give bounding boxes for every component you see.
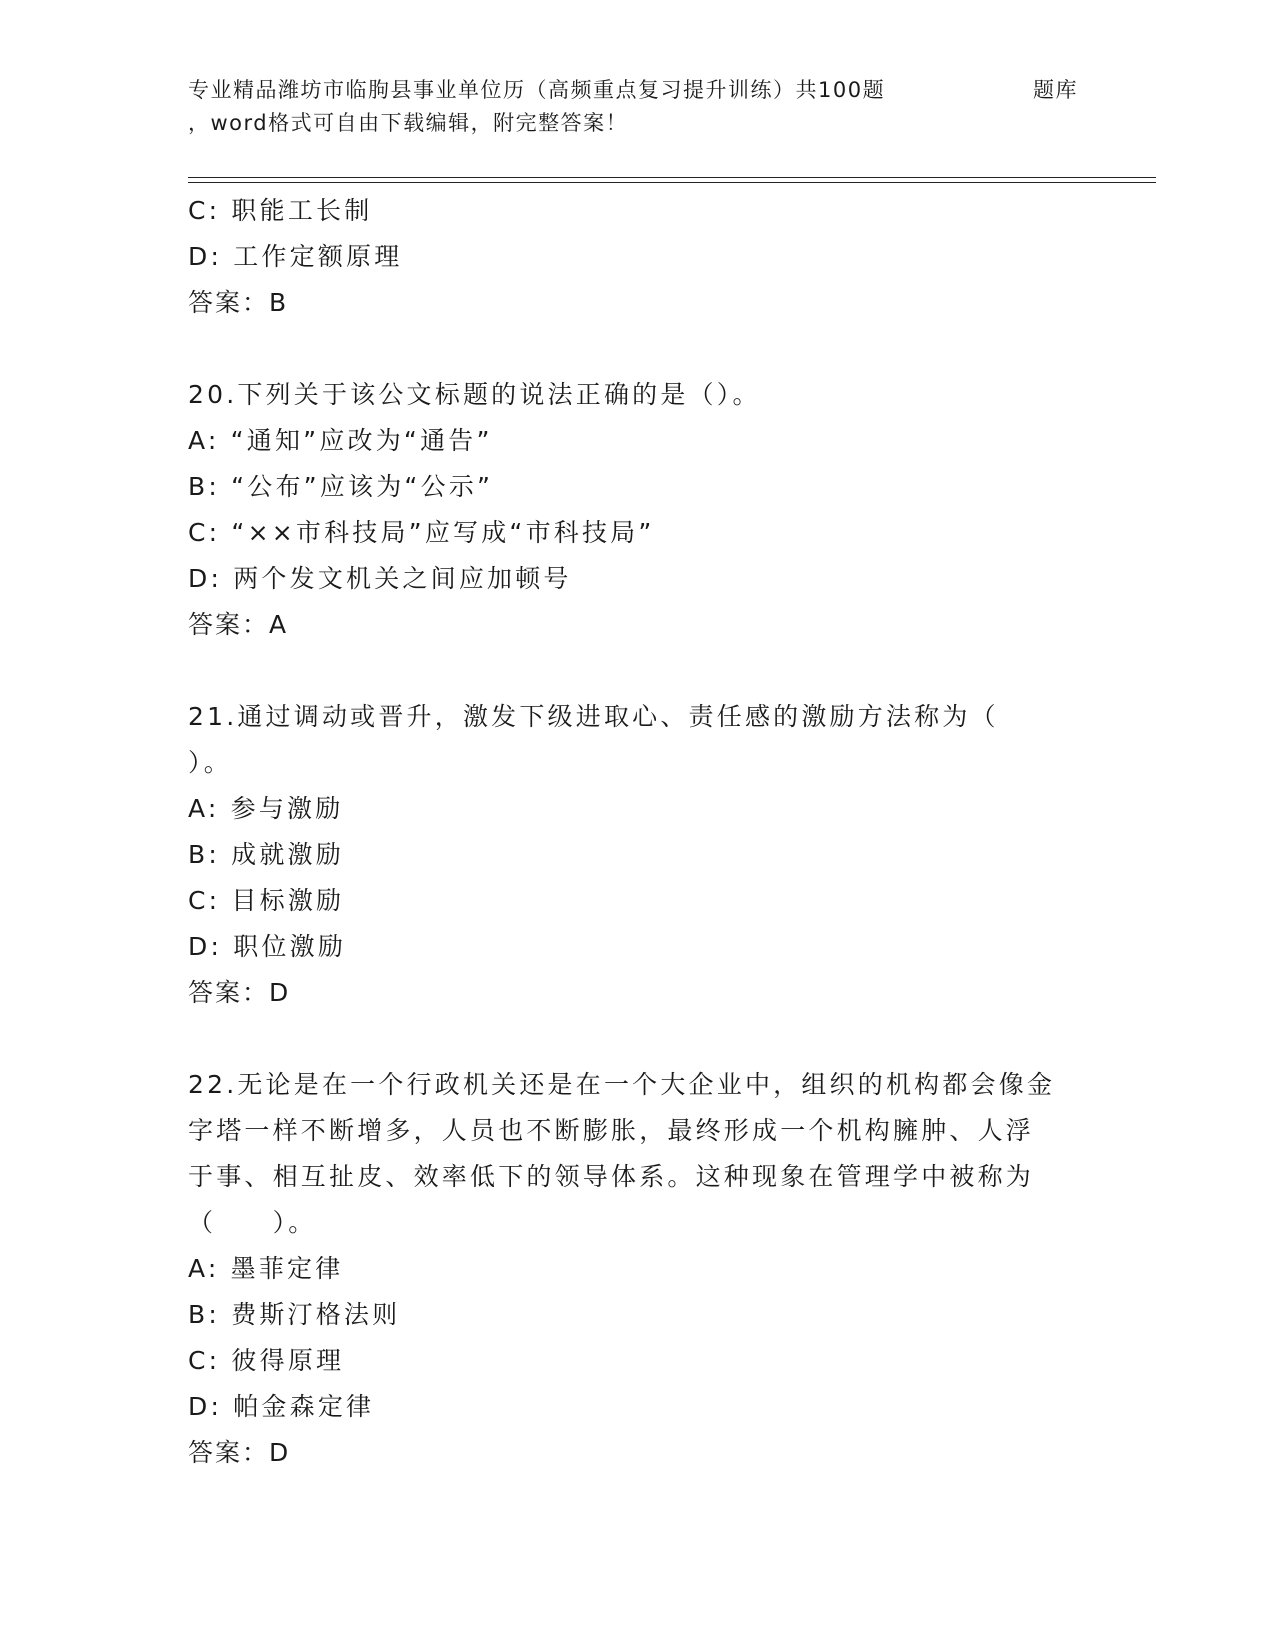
question-stem: 22.无论是在一个行政机关还是在一个大企业中，组织的机构都会像金: [188, 1070, 1056, 1099]
header-divider-bottom: [188, 182, 1156, 183]
question-stem: 20.下列关于该公文标题的说法正确的是（）。: [188, 380, 761, 409]
question-stem-continued: 于事、相互扯皮、效率低下的领导体系。这种现象在管理学中被称为: [188, 1162, 1035, 1191]
answer-line: 答案：D: [188, 978, 291, 1007]
option-d: D: 职位激励: [188, 932, 347, 961]
answer-line: 答案：B: [188, 288, 289, 317]
previous-question-tail: [188, 188, 1088, 326]
header-divider-top: [188, 177, 1156, 178]
option-a: A: 参与激励: [188, 794, 344, 823]
document-title: 专业精品潍坊市临朐县事业单位历（高频重点复习提升训练）共100题: [188, 78, 886, 102]
question-stem-continued: 字塔一样不断增多，人员也不断膨胀，最终形成一个机构臃肿、人浮: [188, 1116, 1035, 1145]
option-c: C: 彼得原理: [188, 1346, 345, 1375]
document-body: [188, 188, 1088, 1476]
question-20: [188, 372, 1088, 648]
option-a: A: “通知”应改为“通告”: [188, 426, 493, 455]
option-b: B: 费斯汀格法则: [188, 1300, 401, 1329]
question-stem-continued: （ ）。: [188, 1208, 317, 1237]
option-d: D: 帕金森定律: [188, 1392, 375, 1421]
question-stem-continued: ）。: [188, 748, 232, 777]
answer-line: 答案：D: [188, 1438, 291, 1467]
question-stem: 21.通过调动或晋升，激发下级进取心、责任感的激励方法称为（: [188, 702, 999, 731]
option-b: B: “公布”应该为“公示”: [188, 472, 494, 501]
option-c: C: 职能工长制: [188, 196, 373, 225]
document-subtitle: ，word格式可自由下载编辑，附完整答案！: [188, 111, 629, 135]
option-d: D: 两个发文机关之间应加顿号: [188, 564, 572, 593]
answer-line: 答案：A: [188, 610, 289, 639]
option-d: D: 工作定额原理: [188, 242, 403, 271]
spacer: [188, 1016, 1088, 1062]
option-c: C: 目标激励: [188, 886, 345, 915]
question-bank-label: 题库: [1033, 78, 1078, 102]
spacer: [188, 648, 1088, 694]
question-21: [188, 694, 1088, 1016]
question-22: [188, 1062, 1088, 1476]
header-line-1: [188, 74, 1088, 107]
option-c: C: “××市科技局”应写成“市科技局”: [188, 518, 655, 547]
document-header: [188, 74, 1088, 140]
option-a: A: 墨菲定律: [188, 1254, 344, 1283]
spacer: [188, 326, 1088, 372]
option-b: B: 成就激励: [188, 840, 344, 869]
